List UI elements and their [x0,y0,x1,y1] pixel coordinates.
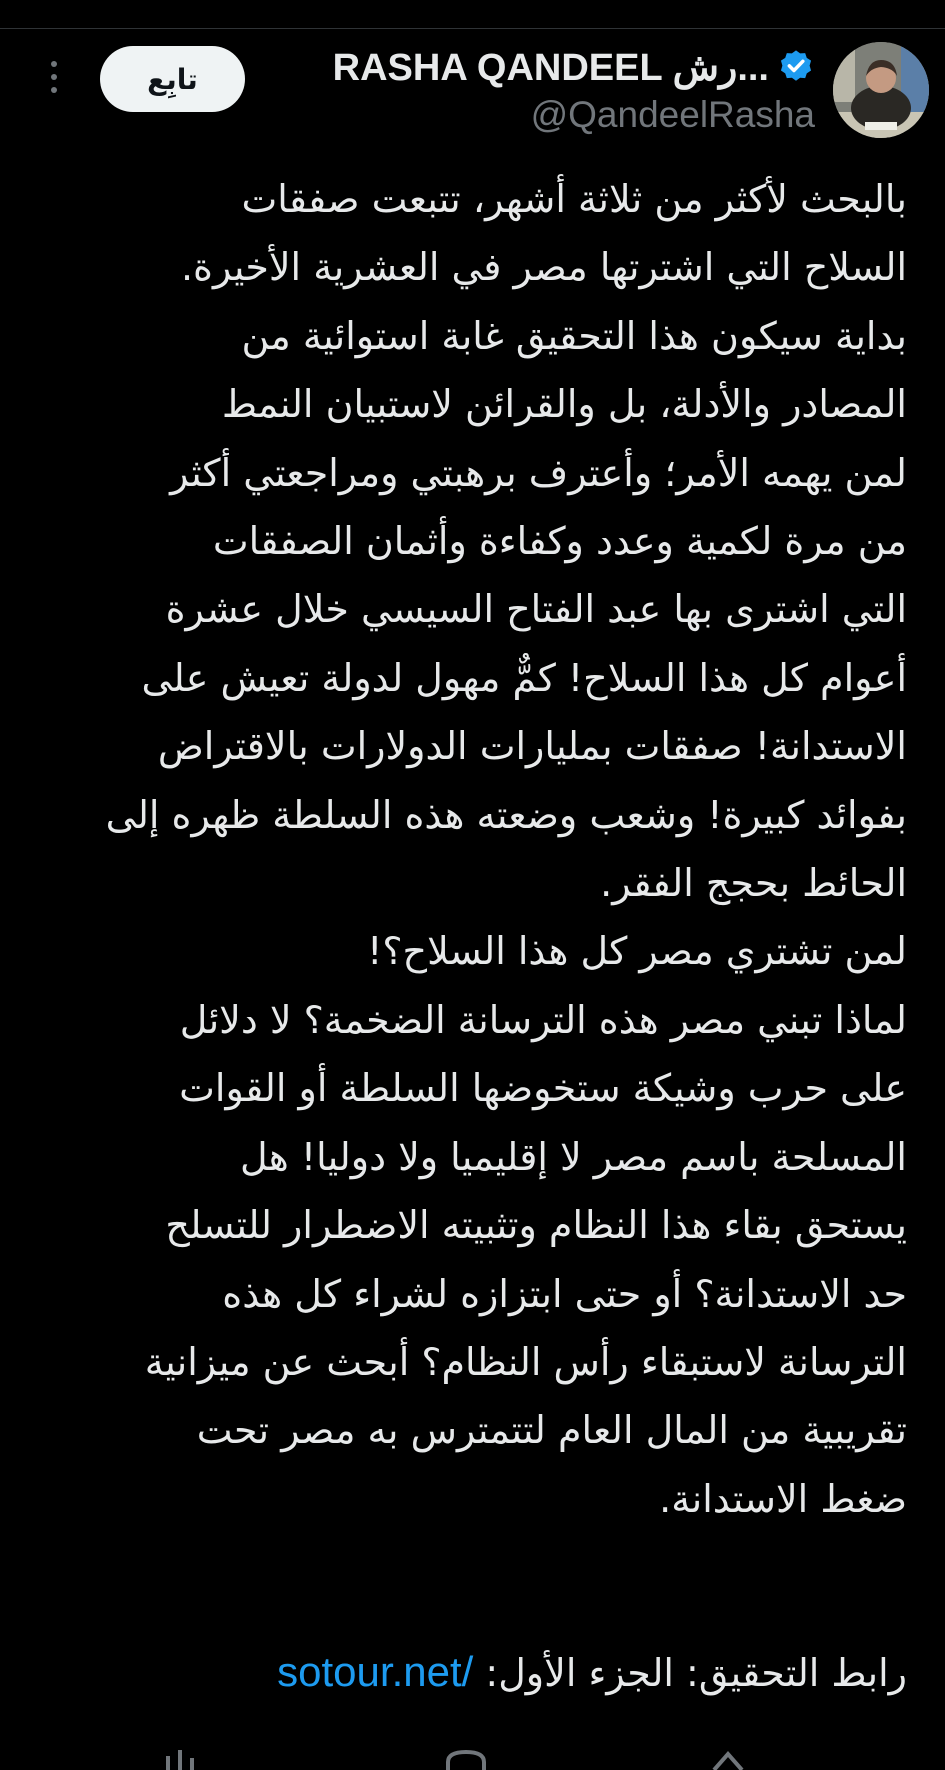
top-divider [0,28,945,29]
handle[interactable]: @QandeelRasha [530,94,815,135]
avatar[interactable] [833,42,929,138]
link-label: رابط التحقيق: الجزء الأول: [485,1651,907,1695]
avatar-photo [833,42,929,138]
tweet-text: بالبحث لأكثر من ثلاثة أشهر، تتبعت صفقات السلاح التي اشترتها مصر في العشرية الأخيرة. بداية سيكون هذا التحقيق غابة استوائية من المصادر والأدلة، بل والقرائن لاستبيان النمط لمن يهمه الأمر؛ وأعترف برهبتي ومراجعتي أكثر من مرة لكمية وعدد وكفاءة وأثمان الصفقات التي اشترى بها عبد الفتاح السيسي خلال عشرة أعوام كل هذا السلاح! كمٌّ مهول لدولة تعيش على الاستدانة! صفقات بمليارات الدولارات بالاقتراض بفوائد كبيرة! وشعب وضعته هذه السلطة ظهره إلى الحائط بحجج الفقر. لمن تشتري مصر كل هذا السلاح؟! لماذا تبني مصر هذه الترسانة الضخمة؟ لا دلائل على حرب وشيكة ستخوضها السلطة أو القوات المسلحة باسم مصر لا إقليميا ولا دوليا! هل يستحق بقاء هذا النظام وتثبيته الاضطرار للتسلح حد الاستدانة؟ أو حتى ابتزازه لشراء كل هذه الترسانة لاستبقاء رأس النظام؟ أبحث عن ميزانية تقريبية من المال العام لتتمترس به مصر تحت ضغط الاستدانة. [105,177,907,1521]
name-row [175,42,815,92]
display-name[interactable]: RASHA QANDEEL رش... [332,46,769,89]
share-icon[interactable] [714,1754,742,1770]
tweet-link[interactable]: sotour.net/ [277,1648,474,1695]
analytics-icon[interactable] [166,1750,194,1770]
like-icon[interactable] [448,1752,484,1770]
tweet-actions-bar [0,1748,945,1770]
more-vertical-icon[interactable] [42,58,66,98]
follow-button[interactable]: تابِع [100,46,245,112]
link-line [47,1638,907,1707]
tweet-header [175,42,815,140]
verified-badge-icon [777,48,815,86]
